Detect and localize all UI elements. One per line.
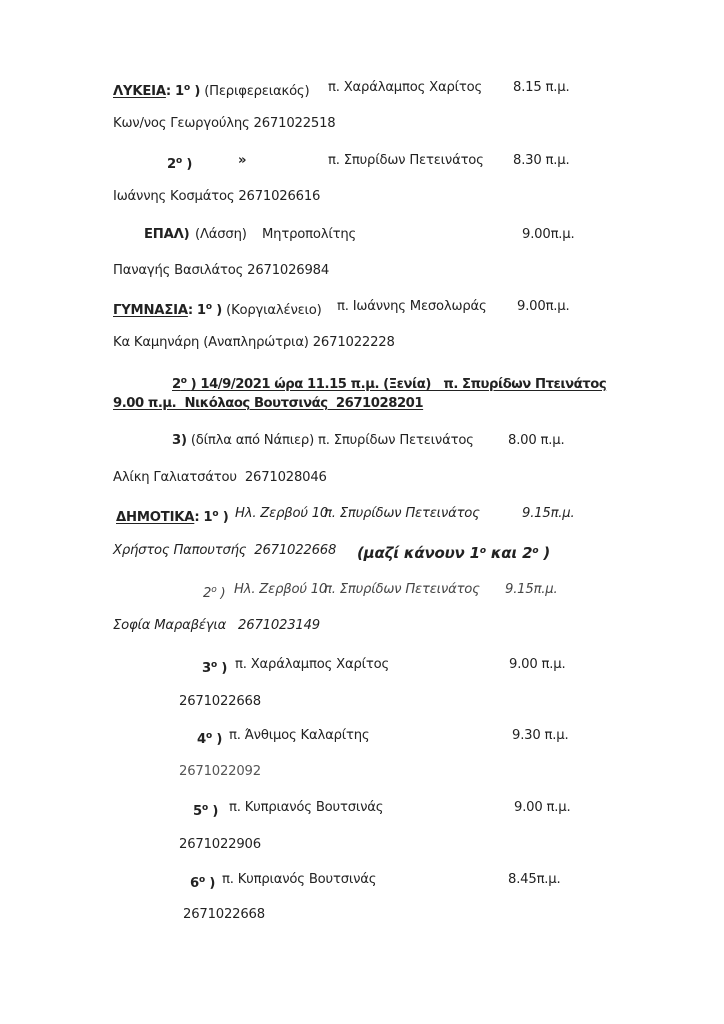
time: 9.15π.μ. xyxy=(522,506,575,521)
item-number: 6$^o$ ) xyxy=(190,875,216,891)
heading-colon: : xyxy=(165,84,171,99)
gymnasia-item-2-line1: 2$^o$ ) 14/9/2021 ώρα 11.15 π.μ. (Ξενία) π. Σπυρίδων Πτεινάτος xyxy=(172,376,607,392)
priest: π. Ιωάννης Μεσολωράς xyxy=(337,299,487,314)
time: 9.00 π.μ. xyxy=(514,800,571,815)
dimotika-item-5 xyxy=(193,799,571,821)
item-number: 1$^o$ ) xyxy=(174,83,201,99)
item-number: 2$^o$ ) xyxy=(167,156,193,172)
contact: Χρήστος Παπουτσής 2671022668 xyxy=(113,543,337,558)
section-heading-lykeia: ΛΥΚΕΙΑ xyxy=(113,84,166,99)
lykeia-item-2 xyxy=(167,152,570,174)
time: 8.15 π.μ. xyxy=(513,80,570,95)
time: 9.00 π.μ. xyxy=(509,657,566,672)
section-heading-dimotika: ΔΗΜΟΤΙΚΑ xyxy=(116,510,195,525)
location: (Περιφερειακός) xyxy=(204,84,310,99)
item-number: 3$^o$ ) xyxy=(202,660,228,676)
gymnasia-item-3 xyxy=(172,432,565,450)
location: Ηλ. Ζερβού 10 xyxy=(234,582,328,597)
dimotika-contact-6: 2671022668 xyxy=(183,907,265,922)
dimotika-contact-1 xyxy=(113,542,550,562)
heading-colon: : xyxy=(194,510,200,525)
lykeia-contact-epal: Παναγής Βασιλάτος 2671026984 xyxy=(113,263,330,278)
priest: π. Σπυρίδων Πετεινάτος xyxy=(324,506,480,521)
time: 8.00 π.μ. xyxy=(508,433,565,448)
dimotika-contact-3: 2671022668 xyxy=(179,694,261,709)
priest: π. Σπυρίδων Πετεινάτος xyxy=(318,433,474,448)
priest: π. Κυπριανός Βουτσινάς xyxy=(222,872,377,887)
priest: π. Χαράλαμπος Χαρίτος xyxy=(235,657,390,672)
dimotika-item-4 xyxy=(197,727,569,749)
priest: π. Άνθιμος Καλαρίτης xyxy=(229,728,370,743)
location: (Κοργιαλένειο) xyxy=(226,303,322,318)
gymnasia-item-2-line2: 9.00 π.μ. Νικόλαος Βουτσινάς 2671028201 xyxy=(113,396,424,411)
location: Ηλ. Ζερβού 10 xyxy=(235,506,329,521)
time: 8.30 π.μ. xyxy=(513,153,570,168)
location: » xyxy=(238,153,247,168)
item-number: 1$^o$ ) xyxy=(203,509,229,525)
gymnasia-item-1 xyxy=(113,298,570,320)
gymnasia-contact-3: Αλίκη Γαλιατσάτου 2671028046 xyxy=(113,470,327,485)
dimotika-contact-2: Σοφία Μαραβέγια 2671023149 xyxy=(113,618,320,633)
dimotika-item-6 xyxy=(190,871,561,893)
time: 9.30 π.μ. xyxy=(512,728,569,743)
location: (δίπλα από Νάπιερ) xyxy=(190,433,315,448)
priest: π. Κυπριανός Βουτσινάς xyxy=(229,800,384,815)
priest: π. Σπυρίδων Πετεινάτος xyxy=(328,153,484,168)
dimotika-item-3 xyxy=(202,656,566,678)
time: 9.15π.μ. xyxy=(505,582,558,597)
lykeia-contact-1: Κων/νος Γεωργούλης 2671022518 xyxy=(113,116,336,131)
dimotika-item-1 xyxy=(116,505,575,527)
item-number: 2$^o$ ) xyxy=(203,585,226,601)
item-number: 4$^o$ ) xyxy=(197,731,223,747)
item-number: 1$^o$ ) xyxy=(196,302,223,318)
priest: π. Χαράλαμπος Χαρίτος xyxy=(328,80,483,95)
lykeia-contact-2: Ιωάννης Κοσμάτος 2671026616 xyxy=(113,189,321,204)
section-heading-gymnasia: ΓΥΜΝΑΣΙΑ xyxy=(113,303,188,318)
note: (μαζί κάνουν $1^o$ και $2^o$ ) xyxy=(357,544,550,562)
dimotika-item-2 xyxy=(203,581,558,603)
gymnasia-contact-1: Κα Καμηνάρη (Αναπληρώτρια) 2671022228 xyxy=(113,335,395,350)
item-label: 3) xyxy=(172,433,187,448)
time: 9.00π.μ. xyxy=(522,227,575,242)
lykeia-item-epal xyxy=(144,226,575,244)
lykeia-item-1 xyxy=(113,79,570,101)
time: 8.45π.μ. xyxy=(508,872,561,887)
dimotika-contact-5: 2671022906 xyxy=(179,837,261,852)
dimotika-contact-4: 2671022092 xyxy=(179,764,261,779)
heading-colon: : xyxy=(187,303,193,318)
item-label: ΕΠΑΛ) xyxy=(144,227,190,242)
location: (Λάσση) xyxy=(195,227,247,242)
time: 9.00π.μ. xyxy=(517,299,570,314)
priest: π. Σπυρίδων Πετεινάτος xyxy=(324,582,480,597)
item-number: 5$^o$ ) xyxy=(193,803,219,819)
priest: Μητροπολίτης xyxy=(262,227,357,242)
